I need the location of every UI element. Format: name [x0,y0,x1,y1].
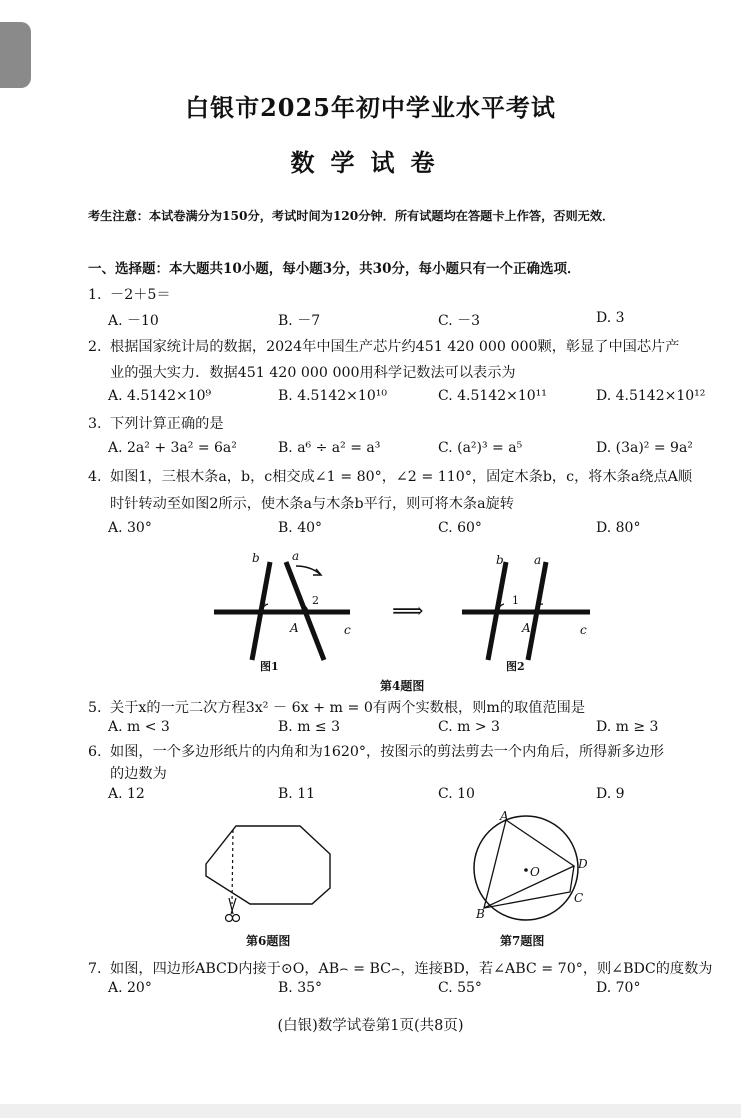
figure-7-caption: 第7题图 [500,934,545,948]
scissors-icon [226,898,240,922]
label-o: O [530,865,540,879]
question-number: 6. [88,744,102,760]
question-text-cont: 业的强大实力．数据451 420 000 000用科学记数法可以表示为 [110,365,516,381]
question-1 [88,284,171,304]
option-c: C. 10 [438,786,475,802]
option-b: B. 40° [278,520,323,536]
option-c: C. m > 3 [438,719,500,735]
fig1-label: 图1 [260,660,279,673]
option-a: A. 20° [108,980,152,996]
question-text: －2＋5＝ [110,287,171,303]
option-d: D. 9 [596,786,625,802]
figure-6-caption: 第6题图 [246,934,291,948]
figure-6-polygon [200,818,350,928]
option-a: A. 2a² + 3a² = 6a² [108,440,237,456]
option-d: D. 4.5142×10¹² [596,388,706,404]
option-d: D. 80° [596,520,641,536]
option-a: A. 30° [108,520,152,536]
section-heading: 一、选择题：本大题共10小题，每小题3分，共30分，每小题只有一个正确选项． [88,261,581,277]
question-text: 如图，一个多边形纸片的内角和为1620°，按图示的剪法剪去一个内角后，所得新多边形 [110,744,664,760]
option-b: B. －7 [278,313,321,329]
option-c: C. －3 [438,313,481,329]
label-angle-1: 1 [260,594,267,607]
label-c: c [344,623,351,637]
question-3 [88,413,224,433]
option-c: C. 55° [438,980,482,996]
bottom-bar [0,1104,741,1118]
option-a: A. 4.5142×10⁹ [108,388,212,404]
label-a: a [534,553,542,567]
figure-7-circle [466,808,596,930]
option-a: A. m < 3 [108,719,170,735]
question-number: 3. [88,416,102,432]
option-a: A. －10 [108,313,159,329]
label-b: B [476,907,485,921]
label-a: A [500,809,509,823]
question-text-cont: 的边数为 [110,766,167,782]
option-d: D. (3a)² = 9a² [596,440,693,456]
label-point-a: A [522,621,531,635]
question-text: 根据国家统计局的数据，2024年中国生产芯片约451 420 000 000颗，彰显了中国芯片产 [110,339,680,355]
question-text: 如图1，三根木条a，b，c相交成∠1 = 80°，∠2 = 110°，固定木条b，c，将木条a绕点A顺 [110,469,693,485]
question-text-cont: 时针转动至如图2所示，使木条a与木条b平行，则可将木条a旋转 [110,496,514,512]
label-a: a [292,549,300,563]
question-text: 关于x的一元二次方程3x² － 6x + m = 0有两个实数根，则m的取值范围是 [110,700,586,716]
label-point-a: A [290,621,299,635]
label-angle-1: 1 [512,594,519,607]
label-c: c [580,623,587,637]
label-b: b [496,553,504,567]
option-c: C. 60° [438,520,482,536]
page-tab-marker [0,22,31,88]
figure-4-caption: 第4题图 [380,679,425,693]
label-angle-2: 2 [312,594,319,607]
option-b: B. 11 [278,786,316,802]
question-number: 7. [88,961,102,977]
question-number: 2. [88,339,102,355]
exam-subtitle: 数学试卷 [290,148,451,177]
question-number: 5. [88,700,102,716]
option-a: A. 12 [108,786,145,802]
label-b: b [252,551,260,565]
option-c: C. 4.5142×10¹¹ [438,388,547,404]
option-d: D. 3 [596,310,625,326]
question-text: 如图，四边形ABCD内接于⊙O，AB⌢ = BC⌢，连接BD，若∠ABC = 70°，则∠BDC的度数为 [110,961,713,977]
option-d: D. m ≥ 3 [596,719,659,735]
option-d: D. 70° [596,980,641,996]
fig2-label: 图2 [506,660,525,673]
option-b: B. 35° [278,980,323,996]
page-footer: (白银)数学试卷第1页(共8页) [277,1018,464,1034]
question-text: 下列计算正确的是 [110,416,224,432]
option-b: B. a⁶ ÷ a² = a³ [278,440,381,456]
question-2 [88,336,679,356]
figure-4 [200,548,600,678]
option-c: C. (a²)³ = a⁵ [438,440,523,456]
label-c: C [574,891,584,905]
question-5 [88,697,585,717]
exam-notice: 考生注意：本试卷满分为150分，考试时间为120分钟．所有试题均在答题卡上作答，否则无效． [88,209,615,223]
question-7 [88,958,713,978]
question-4 [88,466,692,486]
option-b: B. 4.5142×10¹⁰ [278,388,387,404]
label-d: D [578,857,588,871]
question-6 [88,741,664,761]
option-b: B. m ≤ 3 [278,719,341,735]
question-number: 1. [88,287,102,303]
exam-title: 白银市2025年初中学业水平考试 [185,93,556,122]
arrow-implies: ⟹ [392,599,424,624]
question-number: 4. [88,469,102,485]
